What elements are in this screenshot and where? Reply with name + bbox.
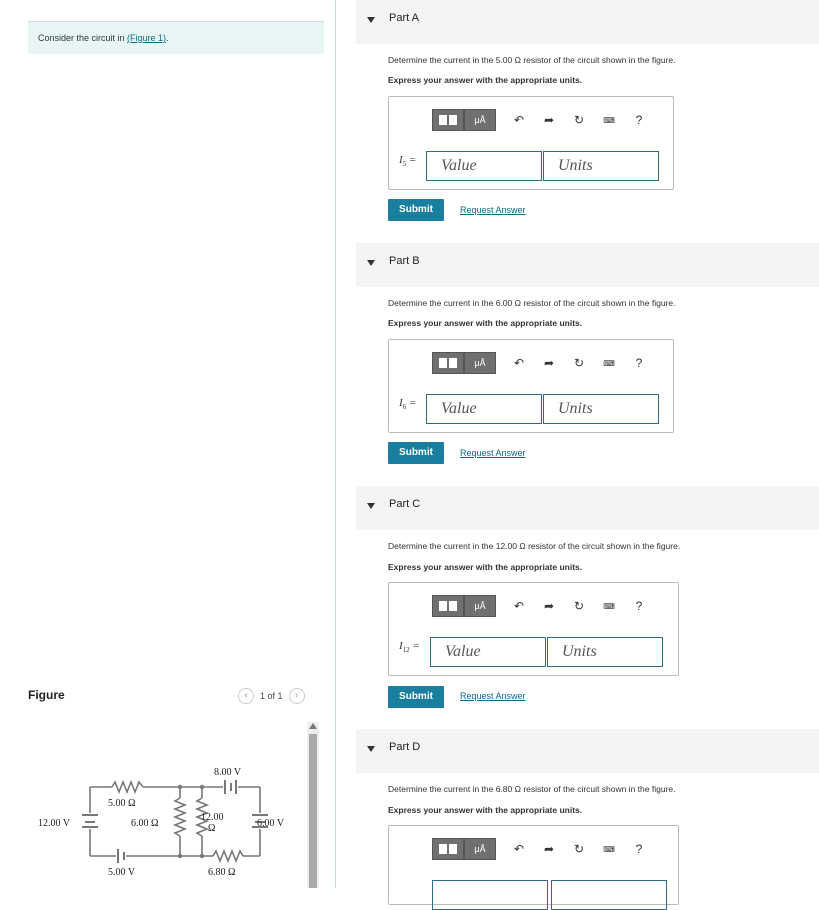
units-button[interactable]: μÅ [464, 352, 496, 374]
label-5v: 5.00 V [108, 867, 136, 878]
part-c-var: $I_{12}$ = [399, 640, 420, 655]
figure-scrollbar[interactable] [307, 722, 319, 888]
keyboard-icon[interactable]: ⌨ [603, 844, 615, 854]
answer-toolbar [432, 352, 654, 374]
answer-toolbar [432, 838, 654, 860]
submit-button[interactable]: Submit [388, 199, 444, 221]
templates-button[interactable] [432, 352, 464, 374]
units-input[interactable] [551, 880, 667, 910]
part-a-label: Part A [389, 12, 419, 24]
reset-icon[interactable]: ↻ [573, 842, 585, 856]
reset-icon[interactable]: ↻ [573, 356, 585, 370]
part-a-question: Determine the current in the 5.00 Ω resistor of the circuit shown in the figure. [388, 55, 676, 65]
panel-divider [335, 0, 336, 888]
reset-icon[interactable]: ↻ [573, 113, 585, 127]
label-12v: 12.00 V [38, 818, 71, 829]
label-12ohm-unit: Ω [208, 823, 216, 834]
part-b-answer-box [388, 339, 674, 433]
figure-title: Figure [28, 688, 65, 702]
scroll-up-arrow-icon[interactable] [309, 723, 317, 729]
left-panel [0, 0, 335, 888]
part-d-answer-box [388, 825, 679, 905]
label-12ohm: 12.00 [201, 812, 224, 823]
answer-toolbar [432, 109, 654, 131]
templates-button[interactable] [432, 109, 464, 131]
request-answer-link[interactable]: Request Answer [460, 448, 526, 458]
label-6-8ohm: 6.80 Ω [208, 867, 236, 878]
help-icon[interactable]: ? [635, 113, 643, 127]
keyboard-icon[interactable]: ⌨ [603, 115, 615, 125]
reset-icon[interactable]: ↻ [573, 599, 585, 613]
part-b-question: Determine the current in the 6.00 Ω resistor of the circuit shown in the figure. [388, 298, 676, 308]
part-a-header[interactable] [356, 0, 819, 44]
answer-toolbar [432, 595, 654, 617]
part-b-header[interactable] [356, 243, 819, 287]
submit-button[interactable]: Submit [388, 442, 444, 464]
keyboard-icon[interactable]: ⌨ [603, 601, 615, 611]
prev-figure-button[interactable]: ‹ [238, 688, 254, 704]
label-6v: 6.00 V [257, 818, 285, 829]
intro-text: Consider the circuit in [38, 33, 128, 43]
units-input[interactable]: Units [543, 394, 659, 424]
next-figure-button[interactable]: › [289, 688, 305, 704]
value-input[interactable]: Value [426, 394, 542, 424]
templates-button[interactable] [432, 838, 464, 860]
part-d-instruction: Express your answer with the appropriate units. [388, 805, 583, 815]
value-input[interactable]: Value [430, 637, 546, 667]
part-b-var: $I_6$ = [399, 397, 417, 412]
help-icon[interactable]: ? [635, 842, 643, 856]
units-button[interactable]: μÅ [464, 595, 496, 617]
value-input[interactable] [432, 880, 548, 910]
units-input[interactable]: Units [543, 151, 659, 181]
label-6ohm: 6.00 Ω [131, 818, 159, 829]
redo-icon[interactable]: ➦ [543, 842, 555, 856]
units-button[interactable]: μÅ [464, 838, 496, 860]
pager-text: 1 of 1 [260, 691, 283, 701]
undo-icon[interactable]: ↶ [513, 113, 525, 127]
undo-icon[interactable]: ↶ [513, 599, 525, 613]
collapse-triangle-icon[interactable] [367, 746, 375, 752]
label-8v: 8.00 V [214, 767, 242, 778]
part-c-label: Part C [389, 498, 421, 510]
value-input[interactable]: Value [426, 151, 542, 181]
scroll-thumb[interactable] [309, 734, 317, 888]
part-c-answer-box [388, 582, 679, 676]
redo-icon[interactable]: ➦ [543, 356, 555, 370]
request-answer-link[interactable]: Request Answer [460, 205, 526, 215]
redo-icon[interactable]: ➦ [543, 113, 555, 127]
request-answer-link[interactable]: Request Answer [460, 691, 526, 701]
label-5ohm: 5.00 Ω [108, 798, 136, 809]
keyboard-icon[interactable]: ⌨ [603, 358, 615, 368]
collapse-triangle-icon[interactable] [367, 17, 375, 23]
part-c-instruction: Express your answer with the appropriate units. [388, 562, 583, 572]
circuit-diagram [28, 722, 308, 888]
part-c-question: Determine the current in the 12.00 Ω resistor of the circuit shown in the figure. [388, 541, 681, 551]
part-b-instruction: Express your answer with the appropriate units. [388, 318, 583, 328]
collapse-triangle-icon[interactable] [367, 503, 375, 509]
part-a-answer-box [388, 96, 674, 190]
part-a-instruction: Express your answer with the appropriate units. [388, 75, 583, 85]
figure-pager [238, 688, 305, 704]
part-c-header[interactable] [356, 486, 819, 530]
undo-icon[interactable]: ↶ [513, 356, 525, 370]
templates-button[interactable] [432, 595, 464, 617]
intro-suffix: . [166, 33, 169, 43]
intro-banner [28, 21, 324, 54]
circuit-figure [28, 722, 323, 888]
figure-link[interactable]: (Figure 1) [127, 33, 167, 43]
part-d-header[interactable] [356, 729, 819, 773]
redo-icon[interactable]: ➦ [543, 599, 555, 613]
submit-button[interactable]: Submit [388, 686, 444, 708]
collapse-triangle-icon[interactable] [367, 260, 375, 266]
part-d-question: Determine the current in the 6.80 Ω resistor of the circuit shown in the figure. [388, 784, 676, 794]
units-button[interactable]: μÅ [464, 109, 496, 131]
undo-icon[interactable]: ↶ [513, 842, 525, 856]
part-d-label: Part D [389, 741, 421, 753]
help-icon[interactable]: ? [635, 356, 643, 370]
units-input[interactable]: Units [547, 637, 663, 667]
part-a-var: $I_5$ = [399, 154, 417, 169]
part-b-label: Part B [389, 255, 420, 267]
help-icon[interactable]: ? [635, 599, 643, 613]
